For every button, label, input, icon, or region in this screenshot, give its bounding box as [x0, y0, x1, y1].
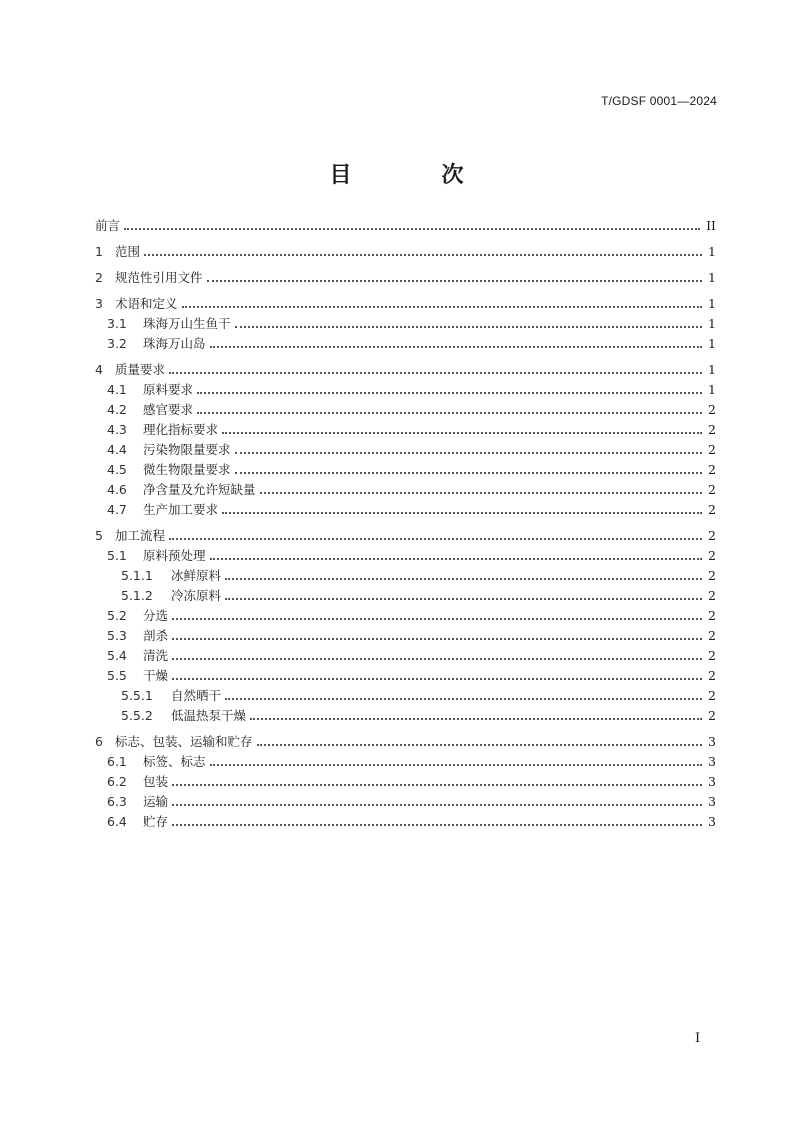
toc-entry-page-number: 2	[708, 648, 716, 663]
toc-entry-label: 标签、标志	[143, 754, 206, 769]
toc-entry-page-number: 3	[708, 814, 716, 829]
toc-entry-label: 规范性引用文件	[115, 270, 203, 285]
toc-entry[interactable]	[95, 686, 716, 706]
toc-entry-label: 生产加工要求	[143, 502, 219, 517]
toc-entry-number: 4	[95, 362, 103, 377]
toc-entry-number: 4.2	[107, 402, 127, 417]
toc-entry[interactable]	[95, 566, 716, 586]
toc-entry-page-number: 1	[708, 362, 716, 377]
toc-entry-label: 冷冻原料	[171, 588, 222, 603]
dot-leader	[250, 708, 702, 720]
toc-entry-number: 5.5	[107, 668, 127, 683]
toc-entry-label: 加工流程	[115, 528, 166, 543]
toc-entry-page-number: 1	[708, 270, 716, 285]
dot-leader	[172, 608, 702, 620]
toc-entry-page-number: 2	[708, 462, 716, 477]
dot-leader	[257, 734, 702, 746]
toc-entry-number: 5.5.2	[121, 708, 153, 723]
dot-leader	[210, 336, 702, 348]
toc-entry-number: 6.3	[107, 794, 127, 809]
dot-leader	[260, 482, 702, 494]
toc-entry[interactable]	[95, 440, 716, 460]
toc-title: 目 次	[329, 163, 498, 188]
toc-entry-page-number: 2	[708, 688, 716, 703]
toc-entry-number: 6.2	[107, 774, 127, 789]
toc-entry[interactable]	[95, 360, 716, 380]
toc-entry-label: 感官要求	[143, 402, 194, 417]
toc-entry[interactable]	[95, 500, 716, 520]
toc-entry-number: 4.4	[107, 442, 127, 457]
toc-entry-label: 净含量及允许短缺量	[143, 482, 256, 497]
dot-leader	[225, 568, 702, 580]
toc-entry-label: 理化指标要求	[143, 422, 219, 437]
toc-entry-label: 污染物限量要求	[143, 442, 231, 457]
toc-entry[interactable]	[95, 334, 716, 354]
toc-entry-number: 6.4	[107, 814, 127, 829]
dot-leader	[169, 362, 702, 374]
dot-leader	[235, 442, 702, 454]
toc-entry-page-number: 3	[708, 754, 716, 769]
toc-entry-number: 6	[95, 734, 103, 749]
toc-entry-number: 4.6	[107, 482, 127, 497]
toc-entry-page-number: 2	[708, 668, 716, 683]
toc-entry[interactable]	[95, 526, 716, 546]
toc-entry-page-number: 1	[708, 336, 716, 351]
toc-entry-page-number: 1	[708, 244, 716, 259]
toc-entry-label: 自然晒干	[171, 688, 222, 703]
toc-entry[interactable]	[95, 772, 716, 792]
toc-entry-number: 3	[95, 296, 103, 311]
toc-entry-number: 3.2	[107, 336, 127, 351]
toc-entry-page-number: 2	[708, 442, 716, 457]
dot-leader	[182, 296, 702, 308]
toc-entry-label: 剖杀	[143, 628, 169, 643]
toc-entry[interactable]	[95, 380, 716, 400]
dot-leader	[197, 402, 702, 414]
toc-entry-number: 5.1	[107, 548, 127, 563]
toc-entry-number: 1	[95, 244, 103, 259]
toc-entry-number: 4.1	[107, 382, 127, 397]
dot-leader	[207, 270, 702, 282]
toc-entry[interactable]	[95, 242, 716, 262]
toc-entry[interactable]	[95, 666, 716, 686]
toc-entry[interactable]	[95, 420, 716, 440]
toc-entry[interactable]	[95, 732, 716, 752]
toc-entry-page-number: 1	[708, 296, 716, 311]
toc-entry-number: 5.5.1	[121, 688, 153, 703]
toc-entry-number: 5.2	[107, 608, 127, 623]
toc-entry[interactable]	[95, 314, 716, 334]
toc-entry-label: 原料预处理	[143, 548, 206, 563]
toc-entry-number: 2	[95, 270, 103, 285]
toc-entry-page-number: 2	[708, 708, 716, 723]
toc-entry[interactable]	[95, 606, 716, 626]
dot-leader	[210, 754, 702, 766]
dot-leader	[124, 218, 700, 230]
toc-entry-label: 干燥	[143, 668, 169, 683]
toc-entry-label: 原料要求	[143, 382, 194, 397]
toc-entry-label: 前言	[95, 218, 121, 233]
dot-leader	[235, 316, 702, 328]
toc-entry-label: 贮存	[143, 814, 169, 829]
toc-entry-page-number: 3	[708, 734, 716, 749]
dot-leader	[222, 422, 702, 434]
dot-leader	[172, 668, 702, 680]
toc-entry[interactable]	[95, 792, 716, 812]
dot-leader	[235, 462, 702, 474]
toc-entry-page-number: 2	[708, 588, 716, 603]
toc-entry[interactable]	[95, 646, 716, 666]
toc-entry-label: 分选	[143, 608, 169, 623]
toc-entry-label: 珠海万山生鱼干	[143, 316, 231, 331]
document-code: T/GDSF 0001—2024	[601, 94, 717, 108]
toc-entry[interactable]	[95, 400, 716, 420]
dot-leader	[169, 528, 702, 540]
dot-leader	[172, 794, 702, 806]
dot-leader	[172, 648, 702, 660]
toc-entry-label: 清洗	[143, 648, 169, 663]
toc-entry-page-number: 2	[708, 422, 716, 437]
toc-entry-page-number: 1	[708, 316, 716, 331]
toc-entry-number: 5.1.1	[121, 568, 153, 583]
dot-leader	[210, 548, 702, 560]
toc-entry-page-number: 2	[708, 628, 716, 643]
toc-entry-page-number: 1	[708, 382, 716, 397]
page-folio: I	[695, 1031, 701, 1046]
dot-leader	[172, 814, 702, 826]
dot-leader	[172, 774, 702, 786]
toc-entry-label: 低温热泵干燥	[171, 708, 247, 723]
toc-entry-label: 运输	[143, 794, 169, 809]
toc-entry-label: 微生物限量要求	[143, 462, 231, 477]
toc-entry-label: 包装	[143, 774, 169, 789]
toc-entry[interactable]	[95, 268, 716, 288]
toc-entry-page-number: 2	[708, 482, 716, 497]
toc-entry-label: 标志、包装、运输和贮存	[115, 734, 253, 749]
toc-entry-page-number: II	[706, 218, 716, 233]
toc-entry-page-number: 3	[708, 774, 716, 789]
toc-entry[interactable]	[95, 626, 716, 646]
toc-entry-number: 5.1.2	[121, 588, 153, 603]
toc-entry-page-number: 2	[708, 402, 716, 417]
toc-entry[interactable]	[95, 752, 716, 772]
toc-entry-number: 5.4	[107, 648, 127, 663]
dot-leader	[197, 382, 702, 394]
toc-entry-number: 3.1	[107, 316, 127, 331]
toc-entry-label: 术语和定义	[115, 296, 178, 311]
toc-entry[interactable]	[95, 216, 716, 236]
toc-entry-number: 4.3	[107, 422, 127, 437]
toc-entry-number: 4.5	[107, 462, 127, 477]
dot-leader	[225, 588, 702, 600]
toc-entry[interactable]	[95, 460, 716, 480]
toc-entry-page-number: 2	[708, 502, 716, 517]
toc-entry-number: 5.3	[107, 628, 127, 643]
toc-entry[interactable]	[95, 706, 716, 726]
toc-entry-number: 5	[95, 528, 103, 543]
toc-entry-number: 4.7	[107, 502, 127, 517]
toc-entry[interactable]	[95, 586, 716, 606]
table-of-contents	[95, 216, 716, 832]
toc-entry-page-number: 2	[708, 548, 716, 563]
toc-entry-label: 冰鲜原料	[171, 568, 222, 583]
toc-entry-label: 质量要求	[115, 362, 166, 377]
toc-entry-label: 范围	[115, 244, 141, 259]
dot-leader	[144, 244, 702, 256]
toc-entry[interactable]	[95, 294, 716, 314]
toc-entry-page-number: 3	[708, 794, 716, 809]
toc-entry[interactable]	[95, 480, 716, 500]
toc-entry-page-number: 2	[708, 608, 716, 623]
dot-leader	[225, 688, 702, 700]
toc-entry-label: 珠海万山岛	[143, 336, 206, 351]
toc-entry-page-number: 2	[708, 528, 716, 543]
dot-leader	[172, 628, 702, 640]
toc-entry[interactable]	[95, 812, 716, 832]
toc-entry-page-number: 2	[708, 568, 716, 583]
toc-entry[interactable]	[95, 546, 716, 566]
toc-entry-number: 6.1	[107, 754, 127, 769]
dot-leader	[222, 502, 702, 514]
